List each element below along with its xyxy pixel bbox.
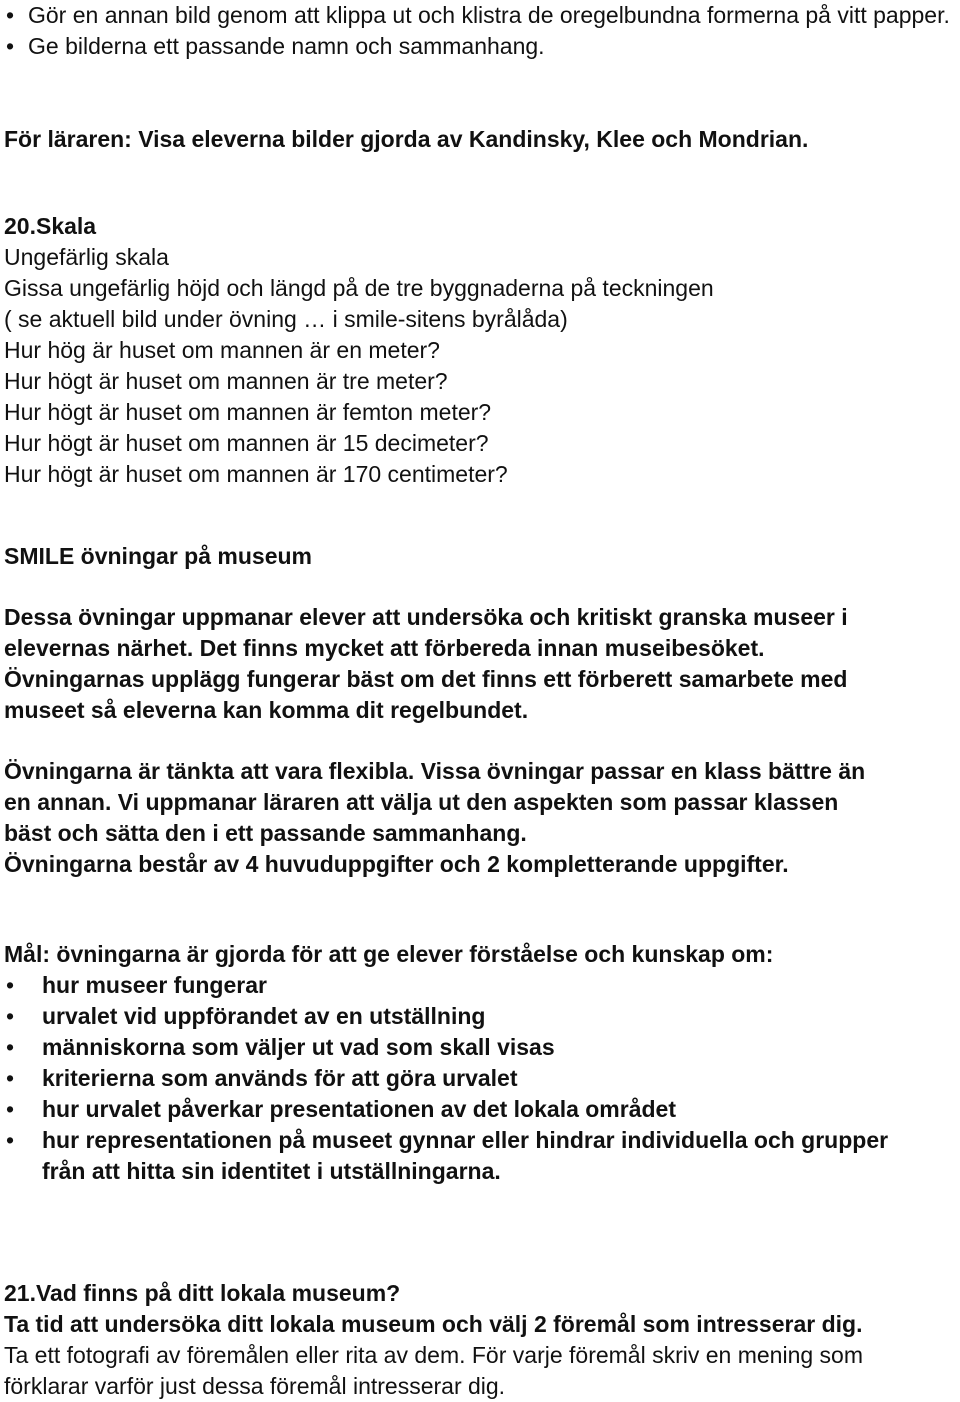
section-20-subheading: Ungefärlig skala <box>4 244 169 270</box>
smile-paragraph-line: Dessa övningar uppmanar elever att undersöka och kritiskt granska museer i <box>4 604 848 630</box>
smile-paragraph-line: Övningarnas upplägg fungerar bäst om det finns ett förberett samarbete med <box>4 666 848 692</box>
intro-bullet-text: Gör en annan bild genom att klippa ut och klistra de oregelbundna formerna på vitt papper. <box>28 2 950 28</box>
intro-bullet-2 <box>4 31 956 62</box>
section-20-line: Hur högt är huset om mannen är tre meter? <box>4 368 448 394</box>
section-21-heading: 21.Vad finns på ditt lokala museum? <box>4 1280 401 1306</box>
goals-item <box>4 1094 956 1125</box>
bullet-icon: • <box>6 1034 15 1060</box>
smile-paragraph-line: museet så eleverna kan komma dit regelbundet. <box>4 697 529 723</box>
goals-heading: Mål: övningarna är gjorda för att ge elever förståelse och kunskap om: <box>4 941 774 967</box>
section-20-line: Gissa ungefärlig höjd och längd på de tre byggnaderna på teckningen <box>4 275 714 301</box>
bullet-icon: • <box>6 2 15 28</box>
smile-paragraph-line: Övningarna består av 4 huvuduppgifter och 2 kompletterande uppgifter. <box>4 851 789 877</box>
goals-item <box>4 970 956 1001</box>
goals-item <box>4 1125 922 1187</box>
section-20 <box>4 211 956 490</box>
goals-item-text: människorna som väljer ut vad som skall visas <box>42 1034 555 1060</box>
goals-list <box>4 970 956 1187</box>
goals-item <box>4 1032 956 1063</box>
goals-item-text: hur museer fungerar <box>42 972 267 998</box>
goals-item-text: hur representationen på museet gynnar eller hindrar individuella och grupper från att hitta sin identitet i utställningarna. <box>42 1127 889 1184</box>
section-21-bold-line: Ta tid att undersöka ditt lokala museum och välj 2 föremål som intresserar dig. <box>4 1311 863 1337</box>
bullet-icon: • <box>6 1127 15 1153</box>
goals-item-text: urvalet vid uppförandet av en utställning <box>42 1003 486 1029</box>
section-21 <box>4 1278 956 1402</box>
bullet-icon: • <box>6 1003 15 1029</box>
intro-bullet-list <box>4 0 956 62</box>
smile-paragraph-line: elevernas närhet. Det finns mycket att förbereda innan museibesöket. <box>4 635 765 661</box>
smile-paragraph-1 <box>4 602 956 726</box>
bullet-icon: • <box>6 972 15 998</box>
smile-paragraph-2 <box>4 756 956 880</box>
smile-heading: SMILE övningar på museum <box>4 543 312 569</box>
smile-paragraph-line: bäst och sätta den i ett passande sammanhang. <box>4 820 527 846</box>
teacher-note: För läraren: Visa eleverna bilder gjorda av Kandinsky, Klee och Mondrian. <box>4 126 809 152</box>
bullet-icon: • <box>6 1096 15 1122</box>
smile-paragraph-line: en annan. Vi uppmanar läraren att välja ut den aspekten som passar klassen <box>4 789 839 815</box>
goals-section <box>4 939 956 1187</box>
goals-item-text: hur urvalet påverkar presentationen av det lokala området <box>42 1096 677 1122</box>
section-20-heading: 20.Skala <box>4 213 97 239</box>
bullet-icon: • <box>6 33 15 59</box>
section-20-line: Hur högt är huset om mannen är 15 decimeter? <box>4 430 489 456</box>
goals-item-text: kriterierna som används för att göra urvalet <box>42 1065 518 1091</box>
goals-item <box>4 1063 956 1094</box>
bullet-icon: • <box>6 1065 15 1091</box>
section-20-line: Hur hög är huset om mannen är en meter? <box>4 337 440 363</box>
section-20-line: Hur högt är huset om mannen är femton meter? <box>4 399 492 425</box>
goals-item <box>4 1001 956 1032</box>
intro-bullet-text: Ge bilderna ett passande namn och sammanhang. <box>28 33 545 59</box>
section-21-line: Ta ett fotografi av föremålen eller rita av dem. För varje föremål skriv en mening som <box>4 1342 864 1368</box>
section-20-line: ( se aktuell bild under övning … i smile-sitens byrålåda) <box>4 306 568 332</box>
smile-paragraph-line: Övningarna är tänkta att vara flexibla. Vissa övningar passar en klass bättre än <box>4 758 866 784</box>
section-20-line: Hur högt är huset om mannen är 170 centimeter? <box>4 461 508 487</box>
section-21-line: förklarar varför just dessa föremål intresserar dig. <box>4 1373 506 1399</box>
intro-bullet-1 <box>4 0 956 31</box>
